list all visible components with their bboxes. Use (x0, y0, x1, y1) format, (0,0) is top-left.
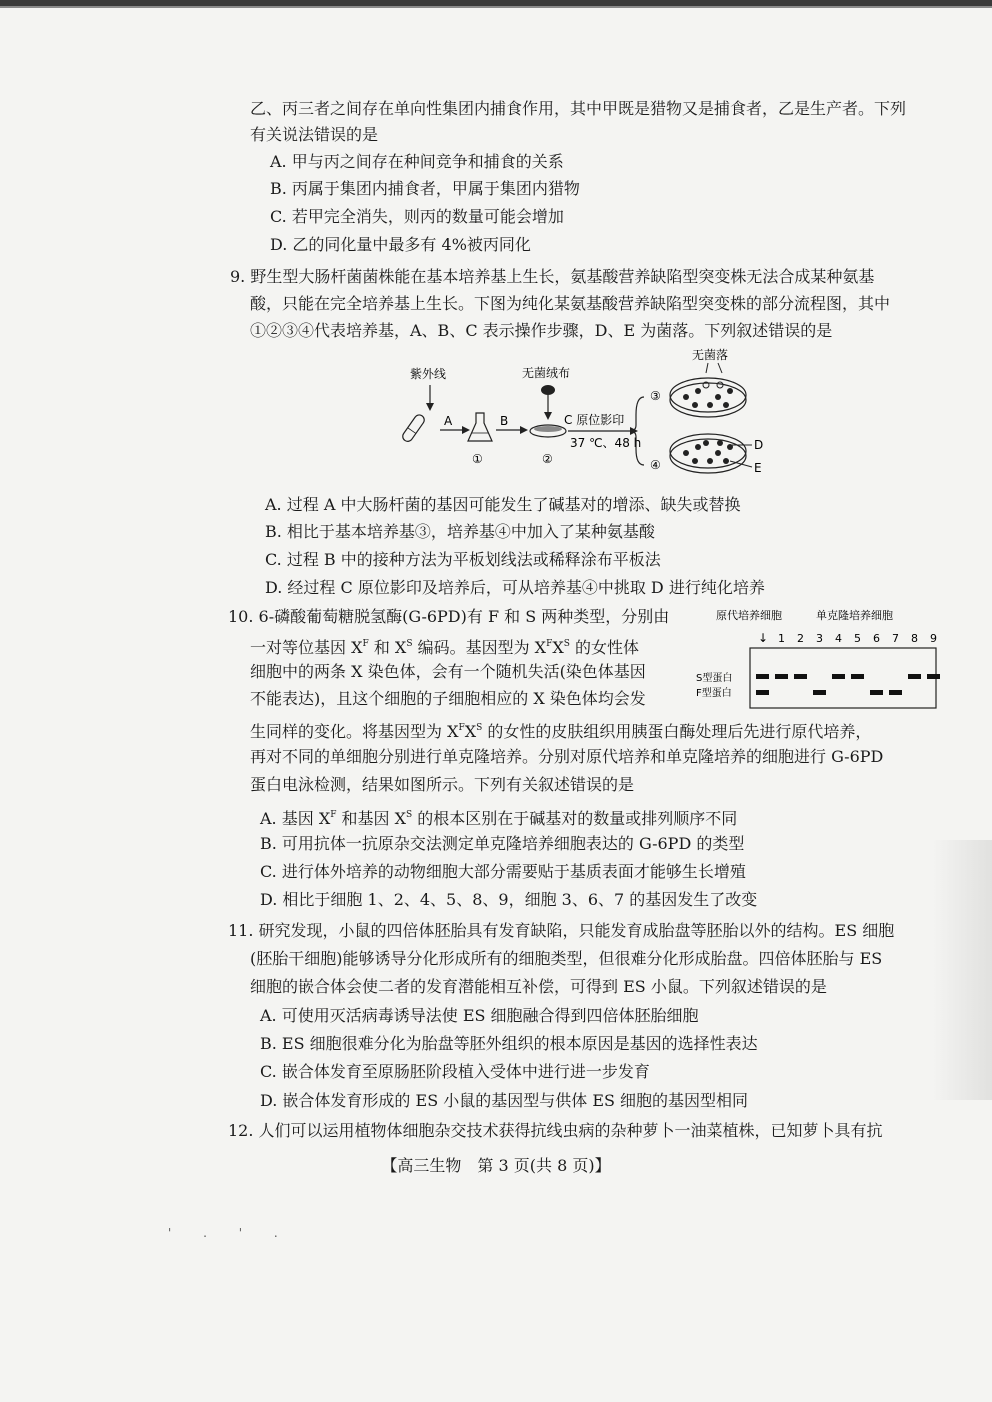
page-footer: 【高三生物 第 3 页(共 8 页)】 (381, 1156, 611, 1175)
q8-stem-line2: 有关说法错误的是 (250, 125, 379, 144)
q8-option-d: D. 乙的同化量中最多有 4%被丙同化 (270, 235, 531, 254)
q8-option-c: C. 若甲完全消失，则丙的数量可能会增加 (270, 207, 564, 226)
flask-icon (468, 413, 492, 441)
q8-stem-line1: 乙、丙三者之间存在单向性集团内捕食作用，其中甲既是猎物又是捕食者，乙是生产者。下列 (250, 99, 907, 118)
q10-option-b: B. 可用抗体一抗原杂交法测定单克隆培养细胞表达的 G-6PD 的类型 (260, 834, 745, 853)
f-protein-band-lane-3 (813, 690, 826, 695)
scan-bleed-shadow (932, 840, 992, 1100)
q11-stem-line2: (胚胎干细胞)能够诱导分化形成所有的细胞类型，但很难分化形成胎盘。四倍体胚胎与 ES (250, 949, 883, 968)
primary-lane-arrow: ↓ (758, 631, 769, 645)
test-tube-icon (401, 413, 426, 443)
q10-stem-line5: 生同样的变化。将基因型为 $X^FX^S$ 的女性的皮肤组织用胰蛋白酶处理后先进行原代培养， (250, 722, 872, 741)
colony-e-label: E (754, 461, 762, 475)
velvet-label: 无菌绒布 (522, 366, 571, 380)
step-c-label: C 原位影印 (564, 413, 625, 427)
f-protein-band-lane-0 (756, 690, 769, 695)
medium-4-label: ④ (650, 458, 661, 472)
lane-number-6: 6 (873, 632, 880, 645)
s-protein-band-lane-5 (851, 674, 864, 679)
q11-option-d: D. 嵌合体发育形成的 ES 小鼠的基因型与供体 ES 细胞的基因型相同 (260, 1091, 749, 1110)
q10-option-d: D. 相比于细胞 1、2、4、5、8、9，细胞 3、6、7 的基因发生了改变 (260, 890, 758, 909)
q9-stem-line1: 9. 野生型大肠杆菌菌株能在基本培养基上生长，氨基酸营养缺陷型突变株无法合成某种氨基 (230, 267, 875, 286)
lane-number-7: 7 (892, 632, 899, 645)
q9-option-b: B. 相比于基本培养基③，培养基④中加入了某种氨基酸 (265, 522, 655, 541)
lane-number-3: 3 (816, 632, 823, 645)
q10-stem-line4: 不能表达)，且这个细胞的子细胞相应的 X 染色体均会发 (250, 689, 646, 708)
s-protein-band-lane-4 (832, 674, 845, 679)
culture-condition-label: 37 ℃、48 h (570, 436, 642, 450)
lane-number-1: 1 (778, 632, 785, 645)
q8-option-b: B. 丙属于集团内捕食者，甲属于集团内猎物 (270, 179, 580, 198)
q9-stem-line2: 酸，只能在完全培养基上生长。下图为纯化某氨基酸营养缺陷型突变株的部分流程图，其中 (250, 294, 891, 313)
lane-number-5: 5 (854, 632, 861, 645)
f-protein-label: F型蛋白 (696, 688, 732, 699)
q10-stem-line3: 细胞中的两条 X 染色体，会有一个随机失活(染色体基因 (250, 662, 646, 681)
s-protein-band-lane-9 (927, 674, 940, 679)
q9-option-a: A. 过程 A 中大肠杆菌的基因可能发生了碱基对的增添、缺失或替换 (265, 495, 741, 514)
q9-flowchart-figure (400, 345, 780, 480)
s-protein-band-lane-8 (908, 674, 921, 679)
q9-stem-line3: ①②③④代表培养基，A、B、C 表示操作步骤，D、E 为菌落。下列叙述错误的是 (250, 321, 833, 340)
lane-number-9: 9 (930, 632, 937, 645)
primary-culture-label: 原代培养细胞 (716, 609, 782, 622)
q10-electrophoresis-figure (694, 604, 944, 714)
q9-option-c: C. 过程 B 中的接种方法为平板划线法或稀释涂布平板法 (265, 550, 661, 569)
s-protein-label: S型蛋白 (696, 673, 733, 684)
q10-option-c: C. 进行体外培养的动物细胞大部分需要贴于基质表面才能够生长增殖 (260, 862, 746, 881)
uv-label: 紫外线 (410, 367, 447, 381)
step-a-label: A (444, 414, 453, 428)
velvet-stamp-icon (541, 385, 555, 395)
f-protein-band-lane-7 (889, 690, 902, 695)
f-protein-band-lane-6 (870, 690, 883, 695)
q9-option-d: D. 经过程 C 原位影印及培养后，可从培养基④中挑取 D 进行纯化培养 (265, 578, 765, 597)
q8-option-a: A. 甲与丙之间存在种间竞争和捕食的关系 (270, 152, 564, 171)
s-protein-band-lane-1 (775, 674, 788, 679)
q10-option-a: A. 基因 $X^F$ 和基因 $X^S$ 的根本区别在于碱基对的数量或排列顺序不同 (260, 809, 738, 828)
q11-option-b: B. ES 细胞很难分化为胎盘等胚外组织的根本原因是基因的选择性表达 (260, 1034, 758, 1053)
step-b-label: B (500, 414, 509, 428)
q11-stem-line1: 11. 研究发现，小鼠的四倍体胚胎具有发育缺陷，只能发育成胎盘等胚胎以外的结构。ES 细胞 (228, 921, 895, 940)
q11-stem-line3: 细胞的嵌合体会使二者的发育潜能相互补偿，可得到 ES 小鼠。下列叙述错误的是 (250, 977, 827, 996)
q11-option-c: C. 嵌合体发育至原肠胚阶段植入受体中进行进一步发育 (260, 1062, 650, 1081)
q10-stem-line1: 10. 6-磷酸葡萄糖脱氢酶(G-6PD)有 F 和 S 两种类型，分别由 (228, 607, 670, 626)
q10-stem-line7: 蛋白电泳检测，结果如图所示。下列有关叙述错误的是 (250, 775, 635, 794)
q11-option-a: A. 可使用灭活病毒诱导法使 ES 细胞融合得到四倍体胚胎细胞 (260, 1006, 699, 1025)
s-protein-band-lane-0 (756, 674, 769, 679)
no-colony-label: 无菌落 (692, 348, 729, 362)
medium-1-label: ① (472, 452, 483, 466)
s-protein-band-lane-2 (794, 674, 807, 679)
clone-culture-label: 单克隆培养细胞 (816, 609, 893, 622)
q10-stem-line2: 一对等位基因 $X^F$ 和 $X^S$ 编码。基因型为 $X^FX^S$ 的女性体 (250, 638, 639, 657)
medium-3-label: ③ (650, 389, 661, 403)
scan-marks: ' . ' . (168, 1226, 292, 1240)
lane-number-2: 2 (797, 632, 804, 645)
scan-top-edge-shadow (0, 6, 992, 8)
lane-number-4: 4 (835, 632, 842, 645)
q10-stem-line6: 再对不同的单细胞分别进行单克隆培养。分别对原代培养和单克隆培养的细胞进行 G-6PD (250, 747, 884, 766)
q12-stem-line1: 12. 人们可以运用植物体细胞杂交技术获得抗线虫病的杂种萝卜一油菜植株，已知萝卜具有抗 (228, 1121, 883, 1140)
colony-d-label: D (754, 438, 764, 452)
medium-2-label: ② (542, 452, 553, 466)
lane-number-8: 8 (911, 632, 918, 645)
